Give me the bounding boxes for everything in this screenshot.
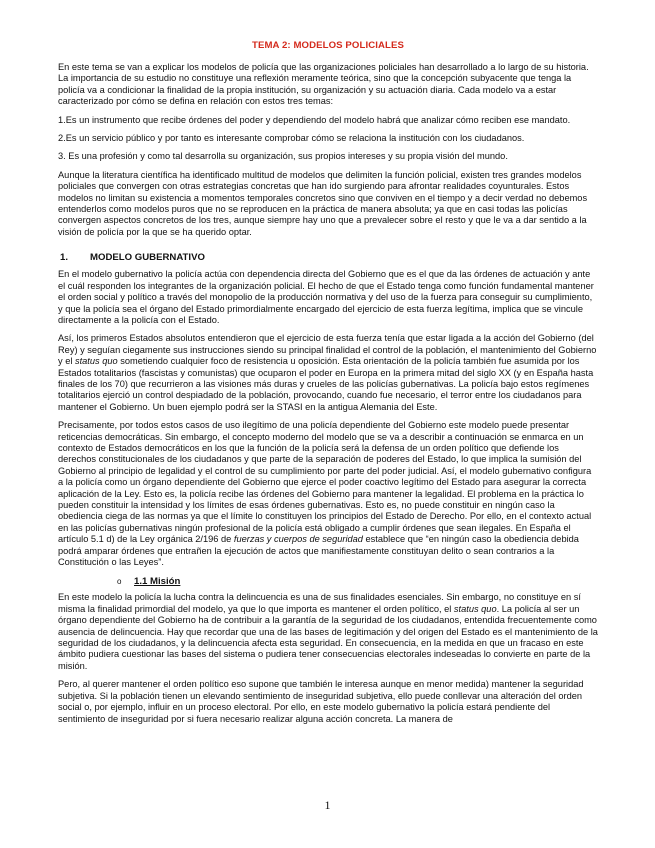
section-paragraph-3: Precisamente, por todos estos casos de uso ilegítimo de una policía dependiente del Gobierno este modelo puede presentar reticencias democráticas. Sin embargo, el concepto moderno del modelo que se va a describir a continuación se enmarca en un contexto de Estados democráticos en los que la función de la policía será la defensa de un orden político que defiende los derechos constitucionales de los ciudadanos y que parte de la separación de poderes del Estado, lo que implica la sumisión del Gobierno al principio de legalidad y el control de su cumplimiento por parte del poder judicial. Así, el modelo gubernativo configura a la policía como un órgano dependiente del Gobierno que ejerce el poder coactivo legítimo del Estado para asegurar la correcta aplicación de la Ley. Esto es, la policía recibe las órdenes del Gobierno para mantener la legalidad. El problema en la práctica lo pueden constituir la intensidad y los límites de esas órdenes gubernativas. Esto es, no puede constituir en ningún caso la obediencia ciega de las normas ya que el límite lo constituyen los principios del Estado de Derecho. Por ello, en el contexto actual en las policías gubernativas ningún profesional de la policía está obligado a cumplir órdenes que sean ilegales. En España el artículo 5.1 d) de la Ley orgánica 2/196 de fuerzas y cuerpos de seguridad establece que “en ningún caso la obediencia debida podrá amparar órdenes que entrañen la ejecución de actos que manifiestamente constituyan delito o sean contrarios a la Constitución o las Leyes”. [58,420,592,568]
list-item-2: 2.Es un servicio público y por tanto es interesante comprobar cómo se relaciona la institución con los ciudadanos. [58,133,525,144]
section-paragraph-1: En el modelo gubernativo la policía actúa con dependencia directa del Gobierno que es el que da las órdenes de actuación y ante el cuál responden los integrantes de la organización policial. El hecho de que el Estado tenga como función fundamental mantener el orden social y político a través del monopolio de la producción normativa y del uso de la fuerza para conseguir su cumplimiento, y que la policía sea el órgano del Estado primordialmente encargado del ejercicio de esta fuerza legítima, implica que se vincule directamente a la policía con el Estado. [58,269,594,325]
intro-paragraph-2: Aunque la literatura científica ha identificado multitud de modelos que delimiten la función policial, existen tres grandes modelos policiales que convergen con otras estrategias concretas que han ido surgiendo para afrontar realidades coyunturales. Estos modelos no limitan su existencia a momentos temporales concretos sino que conviven en el tiempo y a decir verdad no debemos entenderlos como modelos puros que no se reproducen en la práctica de manera absoluta; ya que en casi todas las policías convergen aspectos concretos de los tres, aunque siempre hay uno que a prevalecer sobre el resto y que le va a dar sentido a la visión de policía por la que se ha querido optar. [58,169,588,237]
section-title: MODELO GUBERNATIVO [90,252,205,264]
subsection-paragraph-1: En este modelo la policía la lucha contra la delincuencia es una de sus finalidades esenciales. Sin embargo, no constituye en sí misma la finalidad primordial del modelo, ya que lo que importa es mantener el orden político, el status quo. La policía al ser un órgano dependiente del Gobierno ha de contribuir a la garantía de la seguridad de los ciudadanos, entendida frecuentemente como ausencia de delincuencia. Hay que recordar que una de las bases de legitimación y del origen del Estado es el mantenimiento de la seguridad de los ciudadanos, y la delincuencia afecta esta seguridad. En consecuencia, en la medida en que un fracaso en este ámbito pudiera cuestionar las bases del sistema o pudiera tener consecuencias electorales indeseadas lo convierte en parte de la misión. [58,592,598,671]
section-paragraph-2: Así, los primeros Estados absolutos entendieron que el ejercicio de esta fuerza tenía que estar ligada a la acción del Gobierno (del Rey) y seguían ciegamente sus instrucciones siendo su principal finalidad el control de la población, el mantenimiento del Gobierno y el status quo sometiendo cualquier foco de resistencia u oposición. Esta orientación de la policía también fue asumida por los Estados totalitarios (fascistas y comunistas) que ocuparon el poder en Europa en la primera mitad del siglo XX (y en España hasta finales de los 70) que recurrieron a las visiones más duras y crueles de las policías gubernativas. La policía bajo estos regímenes totalitarios ejerció un control despiadado de la población, provocando, cuando fue necesario, el terror entre los ciudadanos para mantener el Gobierno. Un buen ejemplo podrá ser la STASI en la antigua Alemania del Este. [58,333,597,412]
intro-paragraph: En este tema se van a explicar los modelos de policía que las organizaciones policiales han desarrollado a lo largo de su historia. La importancia de su estudio no constituye una reflexión meramente teórica, sino que la concepción subyacente que tenga la policía va a condicionar la finalidad de la propia institución, su organización y su actuación diaria. Cada modelo va a estar caracterizado por cómo se defina en relación con estos tres temas: [58,62,589,107]
document-page [58,40,598,732]
subsection-title: 1.1 Misión [134,576,181,588]
bullet-icon: o [117,577,122,587]
section-number: 1. [60,252,69,264]
section-heading [58,252,598,263]
subsection-paragraph-2: Pero, al querer mantener el orden político eso supone que también le interesa aunque en menor medida) mantener la seguridad subjetiva. Si la población tienen un elevando sentimiento de inseguridad subjetiva, ello puede conllevar una alteración del orden social o, por ejemplo, influir en un proceso electoral. Por ello, en este modelo gubernativo la policía estará pendiente del sentimiento de inseguridad por si fuera necesario realizar alguna acción concreta. La manera de [58,679,584,724]
document-title: TEMA 2: MODELOS POLICIALES [251,40,405,51]
page-number: 1 [324,798,331,812]
subsection-heading [58,576,598,587]
list-item-3: 3. Es una profesión y como tal desarrolla su organización, sus propios intereses y su propia visión del mundo. [58,151,508,162]
list-item-1: 1.Es un instrumento que recibe órdenes del poder y dependiendo del modelo habrá que analizar cómo reciben ese mandato. [58,114,571,125]
